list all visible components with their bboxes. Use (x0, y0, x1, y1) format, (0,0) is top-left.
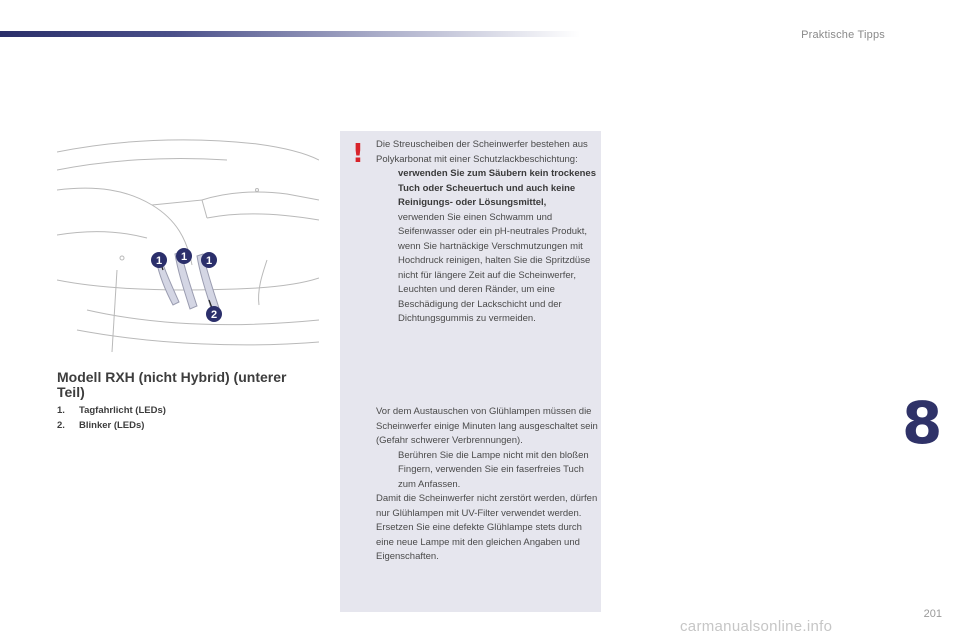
list-item-text: verwenden Sie zum Säubern kein trockenes Tuch oder Scheuertuch und auch keine Reinigungs- oder Lösungsmittel, (398, 168, 596, 208)
list-item (376, 211, 598, 240)
intro-text: Die Streuscheiben der Scheinwerfer bestehen aus Polykarbonat mit einer Schutzlackbeschichtung: (376, 139, 588, 165)
list-item-text: Berühren Sie die Lampe nicht mit den bloßen Fingern, verwenden Sie ein faserfreies Tuch zum Anfassen. (398, 449, 589, 490)
front-bumper-illustration (57, 130, 319, 358)
section-title: Modell RXH (nicht Hybrid) (unterer Teil) (57, 369, 287, 400)
legend-number: 1. (57, 405, 65, 416)
header-bar (0, 31, 580, 37)
bulb-replacement-text (376, 405, 598, 565)
chapter-number: 8 (902, 389, 943, 457)
bullet-arrow-icon (376, 240, 398, 327)
warning-icon: ! (352, 139, 364, 169)
legend-item (57, 420, 166, 431)
bullet-arrow-icon (376, 449, 398, 493)
chapter-title: Praktische Tipps (801, 29, 885, 41)
list-item-text: verwenden Sie einen Schwamm und Seifenwasser oder ein pH-neutrales Produkt, (398, 211, 588, 237)
list-item-text: wenn Sie hartnäckige Verschmutzungen mit Hochdruck reinigen, halten Sie die Spritzdüse nicht für längere Zeit auf die Scheinwerfer, Leuchten und deren Ränder, um eine Beschädigung der Lackschicht und der Dichtungsgummis zu vermeiden. (398, 240, 591, 324)
callout-label: 1 (180, 251, 188, 263)
bullet-arrow-icon (376, 211, 398, 240)
callout-label: 1 (155, 255, 163, 267)
callout-label: 2 (210, 309, 218, 321)
callout-label: 1 (205, 255, 213, 267)
callout-marker (176, 248, 192, 264)
page-number: 201 (923, 608, 942, 620)
legend-number: 2. (57, 420, 65, 431)
list-item (376, 167, 598, 211)
warning-panel (340, 131, 601, 612)
watermark: carmanualsonline.info (680, 618, 833, 635)
legend-item (57, 405, 166, 416)
legend-label: Tagfahrlicht (LEDs) (79, 405, 166, 416)
legend-label: Blinker (LEDs) (79, 420, 145, 431)
paragraph: Vor dem Austauschen von Glühlampen müssen die Scheinwerfer einige Minuten lang ausgeschaltet sein (Gefahr schwerer Verbrennungen). (376, 406, 598, 446)
callout-marker (151, 252, 167, 268)
paragraph: Ersetzen Sie eine defekte Glühlampe stets durch eine neue Lampe mit den gleichen Angaben und Eigenschaften. (376, 522, 582, 562)
paragraph: Damit die Scheinwerfer nicht zerstört werden, dürfen nur Glühlampen mit UV-Filter verwendet werden. (376, 493, 598, 519)
callout-marker (201, 252, 217, 268)
legend (57, 405, 166, 435)
list-item (376, 449, 598, 493)
bullet-arrow-icon (376, 167, 398, 211)
list-item (376, 240, 598, 327)
care-instructions (376, 138, 598, 327)
callout-marker (206, 306, 222, 322)
